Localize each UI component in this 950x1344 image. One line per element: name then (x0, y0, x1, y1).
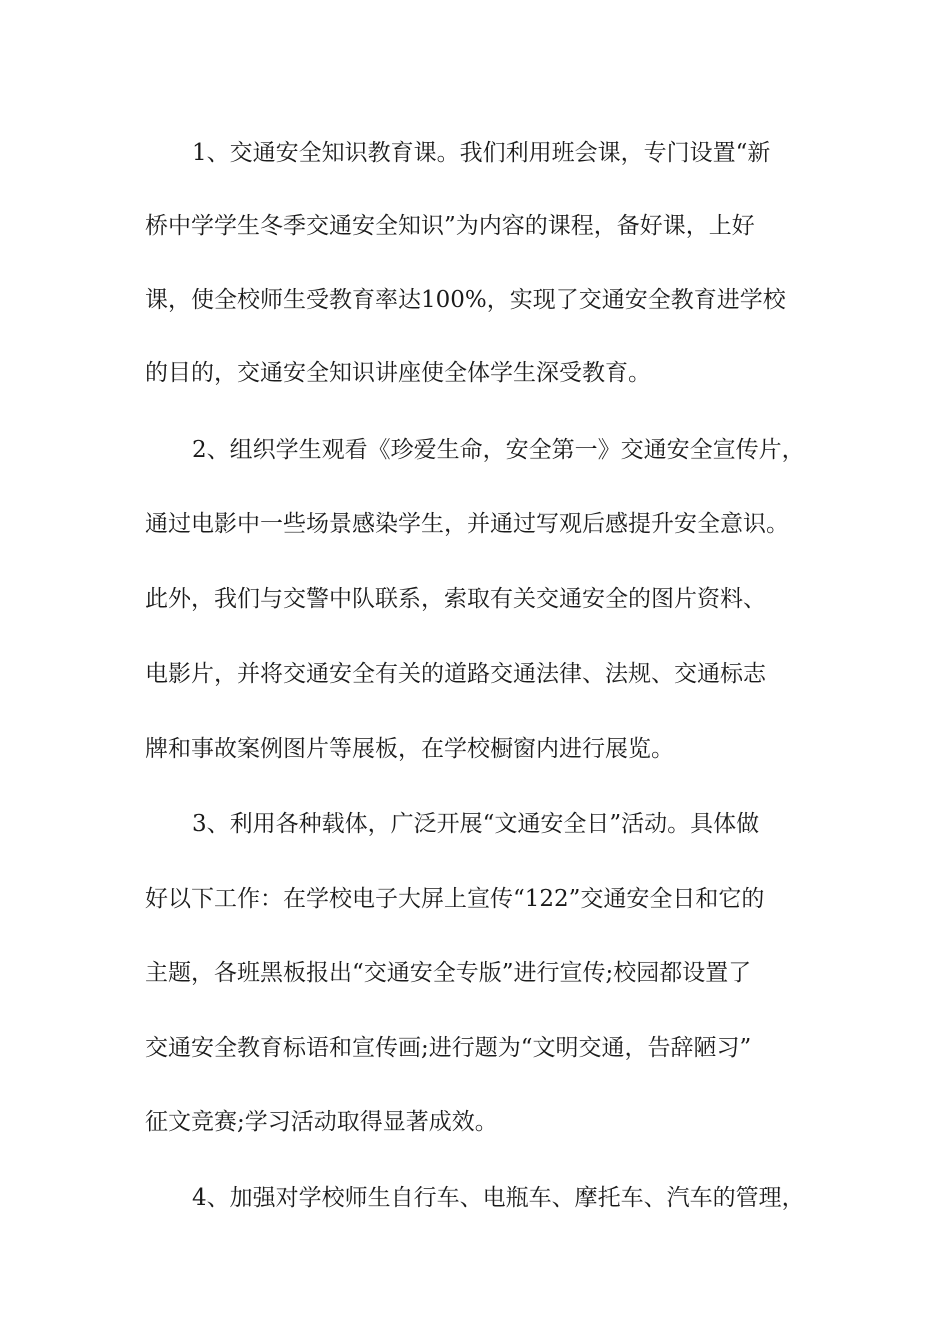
paragraph-1-line-4: 的目的，交通安全知识讲座使全体学生深受教育。 (145, 360, 651, 386)
paragraph-3-line-2: 好以下工作：在学校电子大屏上宣传“122”交通安全日和它的 (145, 886, 765, 912)
paragraph-4-line-1: 4、加强对学校师生自行车、电瓶车、摩托车、汽车的管理， (192, 1185, 805, 1211)
paragraph-2-line-1: 2、组织学生观看《珍爱生命，安全第一》交通安全宣传片， (192, 437, 805, 463)
paragraph-1-line-3: 课，使全校师生受教育率达100%，实现了交通安全教育进学校 (145, 287, 786, 313)
paragraph-1-line-2: 桥中学学生冬季交通安全知识”为内容的课程，备好课，上好 (145, 213, 755, 239)
paragraph-2-line-4: 电影片，并将交通安全有关的道路交通法律、法规、交通标志 (145, 661, 766, 687)
paragraph-2-line-5: 牌和事故案例图片等展板，在学校橱窗内进行展览。 (145, 736, 674, 762)
paragraph-3-line-5: 征文竞赛;学习活动取得显著成效。 (145, 1109, 498, 1135)
paragraph-3-line-1: 3、利用各种载体，广泛开展“文通安全日”活动。具体做 (192, 811, 760, 837)
paragraph-3-line-3: 主题，各班黑板报出“交通安全专版”进行宣传;校园都设置了 (145, 960, 752, 986)
paragraph-1-line-1: 1、交通安全知识教育课。我们利用班会课，专门设置“新 (192, 140, 771, 166)
paragraph-3-line-4: 交通安全教育标语和宣传画;进行题为“文明交通，告辞陋习” (145, 1035, 752, 1061)
paragraph-2-line-3: 此外，我们与交警中队联系，索取有关交通安全的图片资料、 (145, 586, 766, 612)
paragraph-2-line-2: 通过电影中一些场景感染学生，并通过写观后感提升安全意识。 (145, 511, 789, 537)
